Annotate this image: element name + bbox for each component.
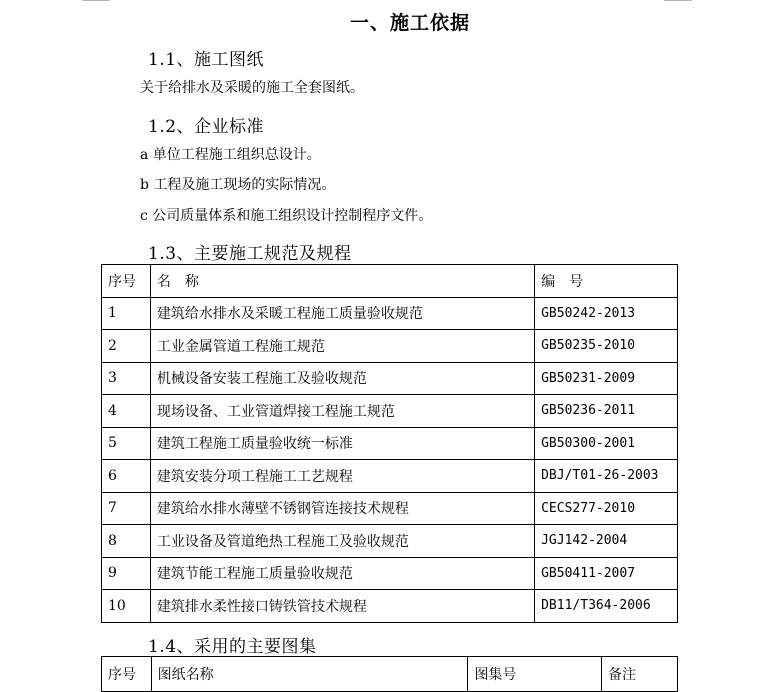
row-name: 工业设备及管道绝热工程施工及验收规范	[150, 525, 534, 558]
row-no: 4	[102, 395, 151, 428]
section-heading-specifications: 1.3、主要施工规范及规程	[148, 244, 352, 264]
row-code: GB50236-2011	[535, 395, 678, 428]
standard-item-a: a 单位工程施工组织总设计。	[140, 147, 321, 163]
row-no: 9	[102, 557, 151, 590]
table-header-row	[102, 265, 678, 298]
header-atlas-code: 图集号	[468, 657, 602, 692]
row-code: GB50231-2009	[535, 362, 678, 395]
row-no: 8	[102, 525, 151, 558]
row-code: JGJ142-2004	[535, 525, 678, 558]
drawings-text: 关于给排水及采暖的施工全套图纸。	[140, 80, 364, 96]
row-no: 5	[102, 427, 151, 460]
specifications-table	[101, 264, 678, 623]
table-row	[102, 492, 678, 525]
row-code: GB50300-2001	[535, 427, 678, 460]
table-row	[102, 590, 678, 623]
row-name: 建筑给水排水薄壁不锈钢管连接技术规程	[150, 492, 534, 525]
header-no: 序号	[102, 265, 151, 298]
page-title: 一、施工依据	[349, 12, 470, 34]
row-code: DB11/T364-2006	[535, 590, 678, 623]
row-name: 工业金属管道工程施工规范	[150, 330, 534, 363]
row-name: 建筑节能工程施工质量验收规范	[150, 557, 534, 590]
row-name: 建筑安装分项工程施工工艺规程	[150, 460, 534, 493]
row-name: 机械设备安装工程施工及验收规范	[150, 362, 534, 395]
table-row	[102, 330, 678, 363]
row-no: 2	[102, 330, 151, 363]
table-row	[102, 395, 678, 428]
table-header-row	[102, 657, 678, 692]
row-no: 10	[102, 590, 151, 623]
table-row	[102, 362, 678, 395]
row-code: GB50411-2007	[535, 557, 678, 590]
page-corner-mark-right	[664, 0, 692, 3]
row-no: 7	[102, 492, 151, 525]
atlas-table	[101, 656, 678, 692]
row-code: GB50235-2010	[535, 330, 678, 363]
row-code: CECS277-2010	[535, 492, 678, 525]
header-note: 备注	[602, 657, 678, 692]
row-name: 现场设备、工业管道焊接工程施工规范	[150, 395, 534, 428]
table-row	[102, 427, 678, 460]
row-no: 1	[102, 297, 151, 330]
table-row	[102, 460, 678, 493]
section-heading-atlases: 1.4、采用的主要图集	[148, 637, 317, 657]
section-heading-enterprise-standards: 1.2、企业标准	[148, 117, 265, 137]
row-no: 3	[102, 362, 151, 395]
standard-item-b: b 工程及施工现场的实际情况。	[140, 177, 336, 193]
header-drawing-name: 图纸名称	[151, 657, 468, 692]
table-row	[102, 297, 678, 330]
table-row	[102, 525, 678, 558]
row-name: 建筑排水柔性接口铸铁管技术规程	[150, 590, 534, 623]
row-name: 建筑工程施工质量验收统一标准	[150, 427, 534, 460]
table-row	[102, 557, 678, 590]
standard-item-c: c 公司质量体系和施工组织设计控制程序文件。	[140, 208, 433, 224]
row-no: 6	[102, 460, 151, 493]
page-corner-mark-left	[82, 0, 110, 3]
header-name: 名 称	[150, 265, 534, 298]
row-code: DBJ/T01-26-2003	[535, 460, 678, 493]
header-code: 编 号	[535, 265, 678, 298]
row-code: GB50242-2013	[535, 297, 678, 330]
section-heading-drawings: 1.1、施工图纸	[148, 50, 265, 70]
row-name: 建筑给水排水及采暖工程施工质量验收规范	[150, 297, 534, 330]
header-no: 序号	[102, 657, 152, 692]
